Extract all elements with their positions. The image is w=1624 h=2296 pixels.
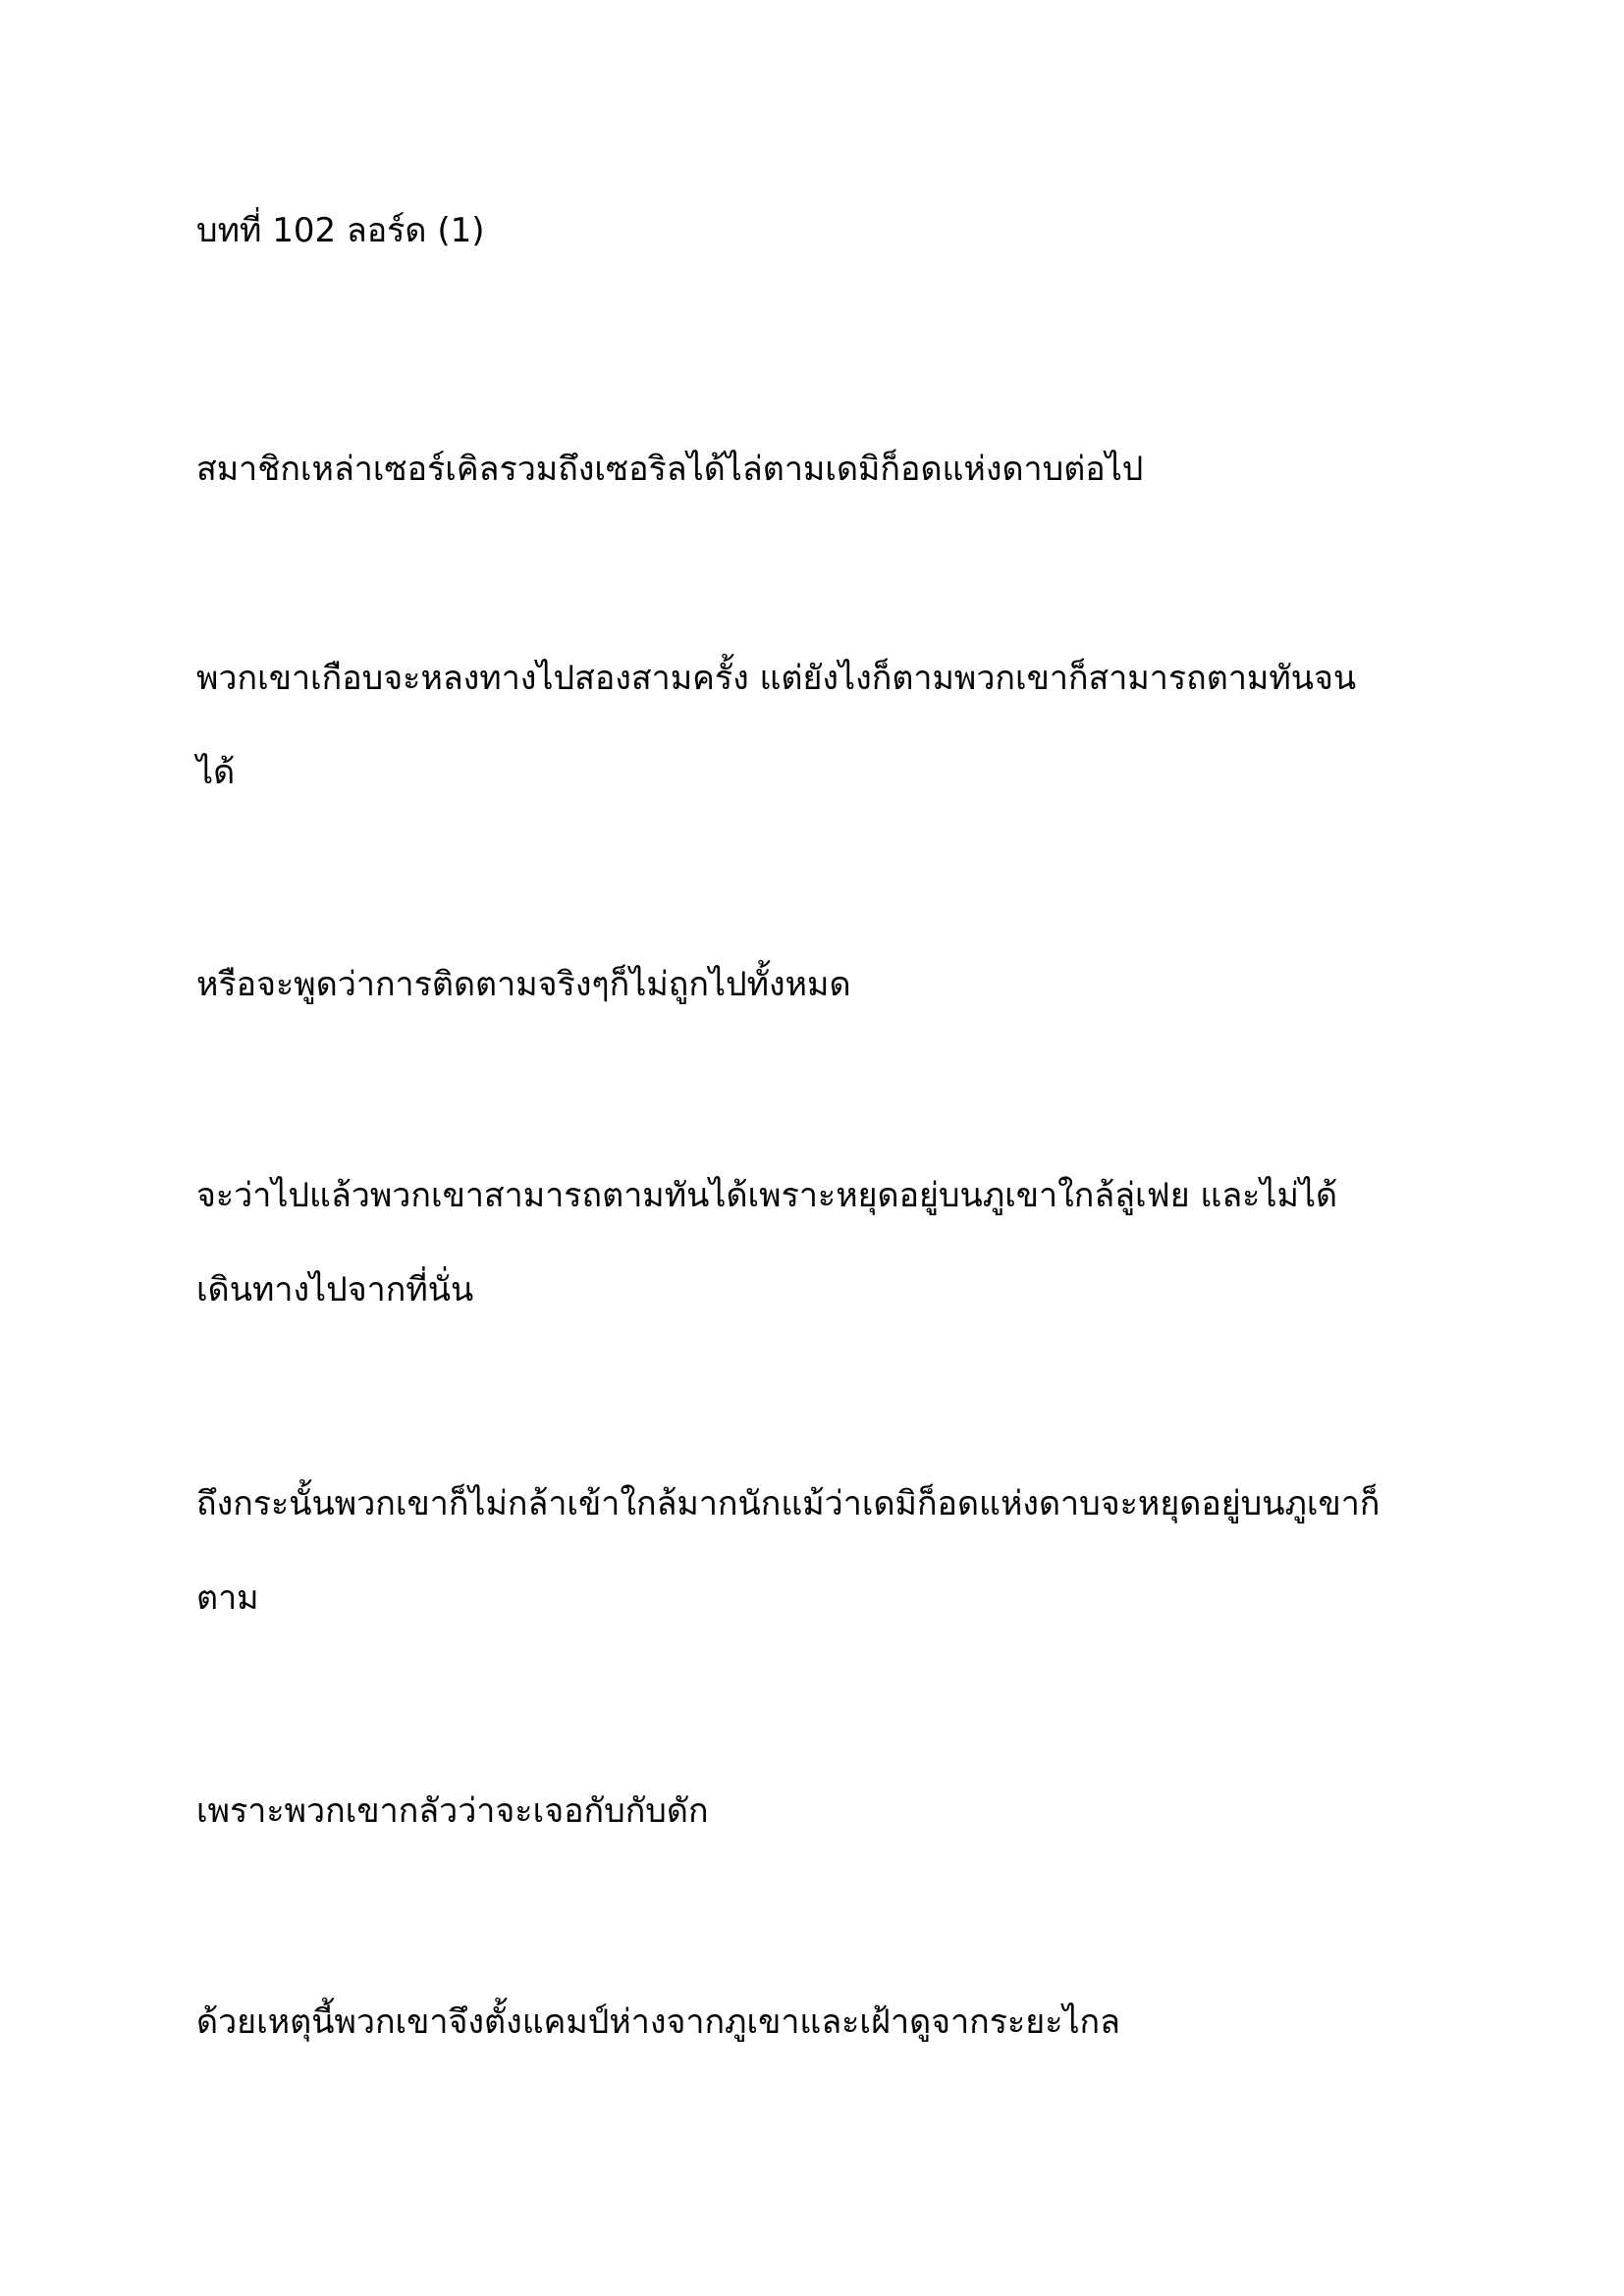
paragraph-line: พวกเขาเกือบจะหลงทางไปสองสามครั้ง แต่ยังไงก็ตามพวกเขาก็สามารถตามทันจน (196, 659, 1357, 698)
paragraph-3 (196, 937, 1463, 1032)
paragraph-line: ถึงกระนั้นพวกเขาก็ไม่กล้าเข้าใกล้มากนักแม้ว่าเดมิก็อดแห่งดาบจะหยุดอยู่บนภูเขาก็ (196, 1484, 1380, 1523)
paragraph-line: เพราะพวกเขากลัวว่าจะเจอกับกับดัก (196, 1791, 709, 1831)
paragraph-line: สมาชิกเหล่าเซอร์เคิลรวมถึงเซอริลได้ไล่ตามเดมิก็อดแห่งดาบต่อไป (196, 450, 1144, 489)
paragraph-line: ด้วยเหตุนี้พวกเขาจึงตั้งแคมป์ห่างจากภูเขาและเฝ้าดูจากระยะไกล (196, 2002, 1120, 2042)
paragraph-line: หรือจะพูดว่าการติดตามจริงๆก็ไม่ถูกไปทั้งหมด (196, 965, 851, 1004)
paragraph-line: ได้ (196, 753, 236, 792)
paragraph-line: เดินทางไปจากที่นั่น (196, 1270, 474, 1309)
paragraph-line: ตาม (196, 1578, 259, 1618)
paragraph-5 (196, 1457, 1463, 1645)
paragraph-4 (196, 1148, 1463, 1337)
chapter-title: บทที่ 102 ลอร์ด (1) (196, 211, 485, 250)
paragraph-line: จะว่าไปแล้วพวกเขาสามารถตามทันได้เพราะหยุดอยู่บนภูเขาใกล้ลู่เฟย และไม่ได้ (196, 1176, 1338, 1215)
paragraph-7 (196, 1975, 1463, 2069)
paragraph-6 (196, 1764, 1463, 1858)
paragraph-1 (196, 422, 1463, 516)
paragraph-2 (196, 631, 1463, 820)
